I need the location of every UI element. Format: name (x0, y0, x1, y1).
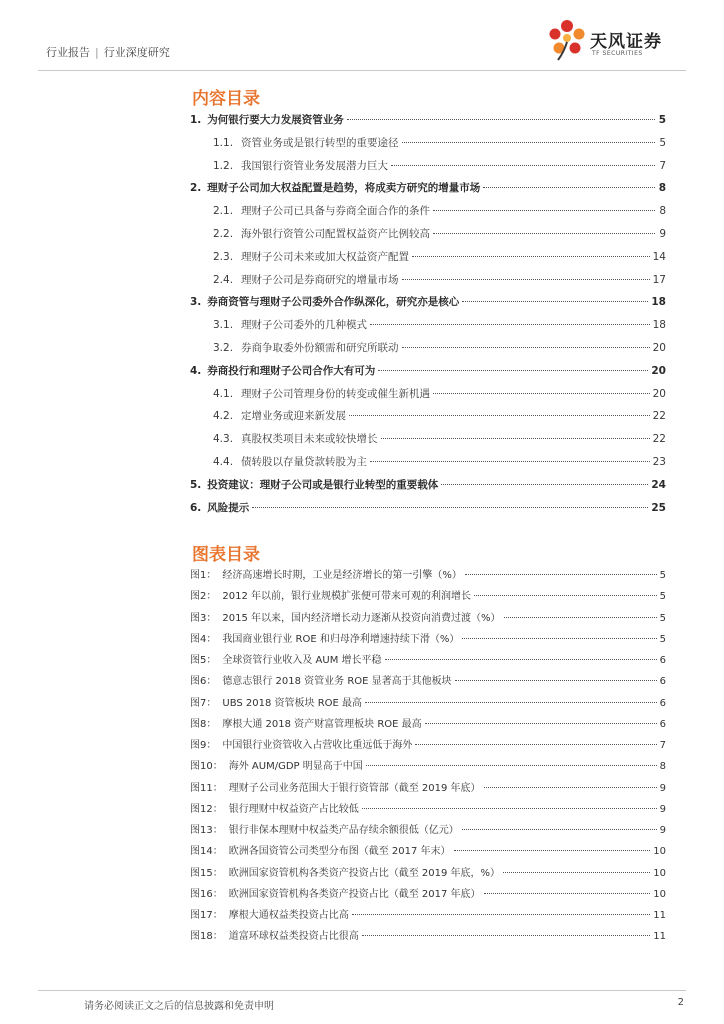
toc-entry[interactable] (190, 363, 666, 386)
toc-entry-number: 4.2. (213, 410, 234, 423)
figure-caption: 银行非保本理财中权益类产品存续余额很低（亿元） (228, 825, 459, 836)
figure-page: 9 (659, 782, 666, 794)
leader-dots (370, 324, 650, 325)
leader-dots (347, 119, 655, 120)
figure-label: 图7： (190, 697, 217, 709)
figure-caption: 海外 AUM/GDP 明显高于中国 (228, 761, 363, 773)
figure-label: 图13： (190, 825, 223, 836)
figure-label: 图5： (190, 655, 217, 666)
figure-page: 6 (659, 655, 666, 666)
toc-entry-number: 3. (190, 296, 202, 309)
toc-entry[interactable] (190, 272, 666, 295)
leader-dots (365, 702, 657, 703)
leader-dots (415, 744, 656, 745)
leader-dots (455, 680, 657, 681)
divider: | (95, 46, 99, 59)
figure-page: 11 (653, 910, 666, 921)
figure-entry[interactable] (190, 927, 666, 948)
figure-label: 图17： (190, 910, 223, 921)
figure-entry[interactable] (190, 694, 666, 715)
toc-entry[interactable] (190, 386, 666, 409)
leader-dots (474, 595, 657, 596)
page-header (38, 0, 686, 71)
leader-dots (402, 142, 655, 143)
toc-entry-title: 理财子公司委外的几种模式 (241, 319, 368, 332)
toc-entry-page: 22 (652, 410, 666, 423)
figure-page: 5 (659, 591, 666, 603)
toc-entry-title: 资管业务或是银行转型的重要途径 (241, 136, 399, 149)
figure-page: 9 (659, 803, 666, 815)
figure-entry[interactable] (190, 821, 666, 842)
figure-caption: 欧洲国家资管机构各类资产投资占比（截至 2019 年底，%） (228, 867, 501, 879)
figure-page: 10 (653, 867, 666, 879)
figure-entry[interactable] (190, 757, 666, 778)
leader-dots (362, 935, 651, 936)
toc-entry-page: 18 (652, 319, 666, 332)
toc-entry[interactable] (190, 158, 666, 181)
figure-entry[interactable] (190, 715, 666, 736)
report-category (46, 44, 170, 60)
list-of-figures (190, 566, 666, 949)
toc-entry-page: 8 (659, 205, 666, 218)
figure-caption: 2015 年以来，国内经济增长动力逐渐从投资向消费过渡（%） (222, 612, 501, 624)
toc-entry[interactable] (190, 249, 666, 272)
figure-page: 5 (659, 612, 666, 624)
figure-label: 图15： (190, 867, 223, 879)
toc-entry-title: 真股权类项目未来或较快增长 (241, 433, 378, 446)
figure-caption: 银行理财中权益资产占比较低 (228, 803, 359, 815)
toc-entry[interactable] (190, 135, 666, 158)
toc-entry-number: 3.1. (213, 319, 234, 332)
figure-page: 6 (659, 718, 666, 730)
leader-dots (402, 279, 650, 280)
toc-entry-number: 4.3. (213, 433, 234, 446)
toc-entry-page: 17 (652, 273, 666, 286)
toc-entry-number: 2.3. (213, 250, 234, 263)
toc-entry-title: 理财子公司未来或加大权益资产配置 (241, 250, 410, 263)
toc-entry-title: 债转股以存量贷款转股为主 (241, 455, 368, 468)
figure-page: 10 (653, 888, 666, 900)
toc-entry[interactable] (190, 454, 666, 477)
figure-caption: 摩根大通权益类投资占比高 (228, 910, 349, 921)
toc-entry-number: 3.2. (213, 341, 234, 354)
flower-logo-icon (546, 18, 588, 62)
figure-entry[interactable] (190, 885, 666, 906)
toc-entry[interactable] (190, 180, 666, 203)
toc-entry[interactable] (190, 431, 666, 454)
figure-label: 图2： (190, 591, 217, 603)
toc-entry-page: 5 (658, 114, 666, 126)
figure-caption: 理财子公司业务范围大于银行资管部（截至 2019 年底） (228, 782, 481, 794)
figure-entry[interactable] (190, 906, 666, 927)
toc-entry-number: 2. (190, 182, 202, 195)
leader-dots (433, 233, 655, 234)
figure-page: 9 (659, 825, 666, 836)
toc-entry-title: 为何银行要大力发展资管业务 (207, 114, 344, 126)
disclaimer-text: 请务必阅读正文之后的信息披露和免责申明 (84, 1001, 274, 1012)
toc-entry[interactable] (190, 408, 666, 431)
toc-entry-title: 理财子公司管理身份的转变或催生新机遇 (241, 387, 431, 400)
leader-dots (433, 210, 655, 211)
figure-caption: UBS 2018 资管板块 ROE 最高 (222, 697, 363, 709)
leader-dots (352, 914, 651, 915)
figure-entry[interactable] (190, 672, 666, 693)
toc-entry[interactable] (190, 226, 666, 249)
figure-page: 6 (659, 676, 666, 688)
leader-dots (462, 301, 648, 302)
toc-entry-page: 14 (652, 250, 666, 263)
toc-entry-title: 券商争取委外份额需和研究所联动 (241, 341, 399, 354)
figure-entry[interactable] (190, 736, 666, 757)
leader-dots (484, 787, 657, 788)
figure-entry[interactable] (190, 566, 666, 587)
figure-label: 图10： (190, 761, 223, 773)
figure-entry[interactable] (190, 651, 666, 672)
figure-page: 7 (659, 740, 666, 751)
figure-entry[interactable] (190, 779, 666, 800)
figure-caption: 道富环球权益类投资占比很高 (228, 931, 359, 943)
toc-entry-number: 1.1. (213, 136, 234, 149)
toc-entry-title: 风险提示 (207, 501, 250, 514)
toc-entry-page: 18 (651, 296, 666, 309)
toc-entry-title: 理财子公司加大权益配置是趋势，将成卖方研究的增量市场 (207, 182, 481, 195)
toc-entry-title: 定增业务或迎来新发展 (241, 410, 347, 423)
figure-caption: 德意志银行 2018 资管业务 ROE 显著高于其他板块 (222, 676, 452, 688)
figure-entry[interactable] (190, 800, 666, 821)
figure-label: 图9： (190, 740, 217, 751)
toc-title: 内容目录 (192, 89, 260, 109)
toc-entry-title: 券商投行和理财子公司合作大有可为 (207, 364, 376, 377)
toc-entry-title: 理财子公司已具备与券商全面合作的条件 (241, 205, 431, 218)
leader-dots (370, 461, 650, 462)
toc-entry-title: 我国银行资管业务发展潜力巨大 (241, 159, 389, 172)
leader-dots (462, 638, 656, 639)
figure-caption: 欧洲各国资管公司类型分布图（截至 2017 年末） (228, 846, 451, 858)
leader-dots (362, 808, 657, 809)
toc-entry[interactable] (190, 477, 666, 500)
toc-entry-number: 4.4. (213, 455, 234, 468)
toc-entry-number: 2.2. (213, 227, 234, 240)
toc-entry-page: 23 (652, 455, 666, 468)
toc-entry[interactable] (190, 294, 666, 317)
toc-entry-number: 6. (190, 501, 202, 514)
figure-label: 图8： (190, 718, 217, 730)
leader-dots (433, 393, 650, 394)
leader-dots (504, 617, 657, 618)
figure-label: 图18： (190, 931, 223, 943)
figure-label: 图16： (190, 888, 223, 900)
leader-dots (425, 723, 657, 724)
leader-dots (402, 347, 650, 348)
toc-entry-page: 20 (652, 341, 666, 354)
figure-entry[interactable] (190, 630, 666, 651)
leader-dots (462, 829, 657, 830)
figure-entry[interactable] (190, 864, 666, 885)
toc-entry-number: 1.2. (213, 159, 234, 172)
toc-entry-title: 海外银行资管公司配置权益资产比例较高 (241, 227, 431, 240)
brand-name: 天风证券 (590, 32, 662, 52)
figure-entry[interactable] (190, 587, 666, 608)
toc-entry-title: 券商资管与理财子公司委外合作纵深化，研究亦是核心 (207, 296, 460, 309)
toc-entry-page: 20 (651, 364, 666, 377)
figure-label: 图14： (190, 846, 223, 858)
figure-page: 11 (653, 931, 666, 943)
toc-entry[interactable] (190, 203, 666, 226)
page-number: 2 (677, 997, 684, 1008)
leader-dots (483, 187, 655, 188)
figure-page: 5 (659, 633, 666, 645)
brand-subtitle: TF SECURITIES (592, 50, 643, 57)
leader-dots (412, 256, 650, 257)
figure-caption: 2012 年以前，银行业规模扩张便可带来可观的利润增长 (222, 591, 472, 603)
toc-entry-page: 22 (652, 433, 666, 446)
leader-dots (381, 438, 650, 439)
figure-page: 8 (659, 761, 666, 773)
toc-entry-number: 4. (190, 364, 202, 377)
leader-dots (385, 659, 657, 660)
figure-caption: 全球资管行业收入及 AUM 增长平稳 (222, 655, 382, 666)
toc-entry-page: 24 (651, 478, 666, 491)
toc-entry-page: 5 (659, 136, 666, 149)
figure-page: 6 (659, 697, 666, 709)
leader-dots (465, 574, 657, 575)
figure-page: 10 (653, 846, 666, 858)
toc-entry-number: 2.4. (213, 273, 234, 286)
tf-securities-logo (546, 18, 686, 64)
leader-dots (378, 370, 648, 371)
figure-caption: 摩根大通 2018 资产财富管理板块 ROE 最高 (222, 718, 422, 730)
figure-label: 图3： (190, 612, 217, 624)
figure-caption: 经济高速增长时期，工业是经济增长的第一引擎（%） (222, 570, 462, 581)
figures-title: 图表目录 (192, 545, 260, 565)
toc-entry-page: 8 (658, 182, 666, 195)
report-type: 行业报告 (46, 46, 90, 59)
leader-dots (454, 850, 651, 851)
toc-entry[interactable] (190, 112, 666, 135)
leader-dots (503, 872, 650, 873)
figure-label: 图6： (190, 676, 217, 688)
toc-entry-number: 1. (190, 114, 202, 126)
figure-entry[interactable] (190, 609, 666, 630)
table-of-contents (190, 112, 666, 522)
report-subtype: 行业深度研究 (103, 46, 170, 59)
figure-page: 5 (659, 570, 666, 581)
figure-label: 图12： (190, 803, 223, 815)
toc-entry-number: 4.1. (213, 387, 234, 400)
leader-dots (441, 484, 648, 485)
toc-entry-page: 20 (652, 387, 666, 400)
toc-entry-page: 9 (659, 227, 666, 240)
figure-entry[interactable] (190, 842, 666, 863)
figure-caption: 欧洲国家资管机构各类资产投资占比（截至 2017 年底） (228, 888, 481, 900)
toc-entry-title: 投资建议：理财子公司或是银行业转型的重要载体 (207, 478, 439, 491)
toc-entry[interactable] (190, 317, 666, 340)
toc-entry-page: 25 (651, 501, 666, 514)
toc-entry-title: 理财子公司是券商研究的增量市场 (241, 273, 399, 286)
page-footer (38, 990, 686, 1021)
figure-label: 图1： (190, 570, 217, 581)
figure-label: 图11： (190, 782, 223, 794)
toc-entry[interactable] (190, 340, 666, 363)
figure-caption: 我国商业银行业 ROE 和归母净利增速持续下滑（%） (222, 633, 460, 645)
toc-entry-number: 2.1. (213, 205, 234, 218)
leader-dots (252, 507, 648, 508)
toc-entry-number: 5. (190, 478, 202, 491)
leader-dots (366, 765, 657, 766)
figure-caption: 中国银行业资管收入占营收比重远低于海外 (222, 740, 413, 751)
toc-entry-page: 7 (659, 159, 666, 172)
figure-label: 图4： (190, 633, 217, 645)
leader-dots (484, 893, 651, 894)
leader-dots (391, 165, 655, 166)
leader-dots (349, 415, 650, 416)
toc-entry[interactable] (190, 500, 666, 523)
